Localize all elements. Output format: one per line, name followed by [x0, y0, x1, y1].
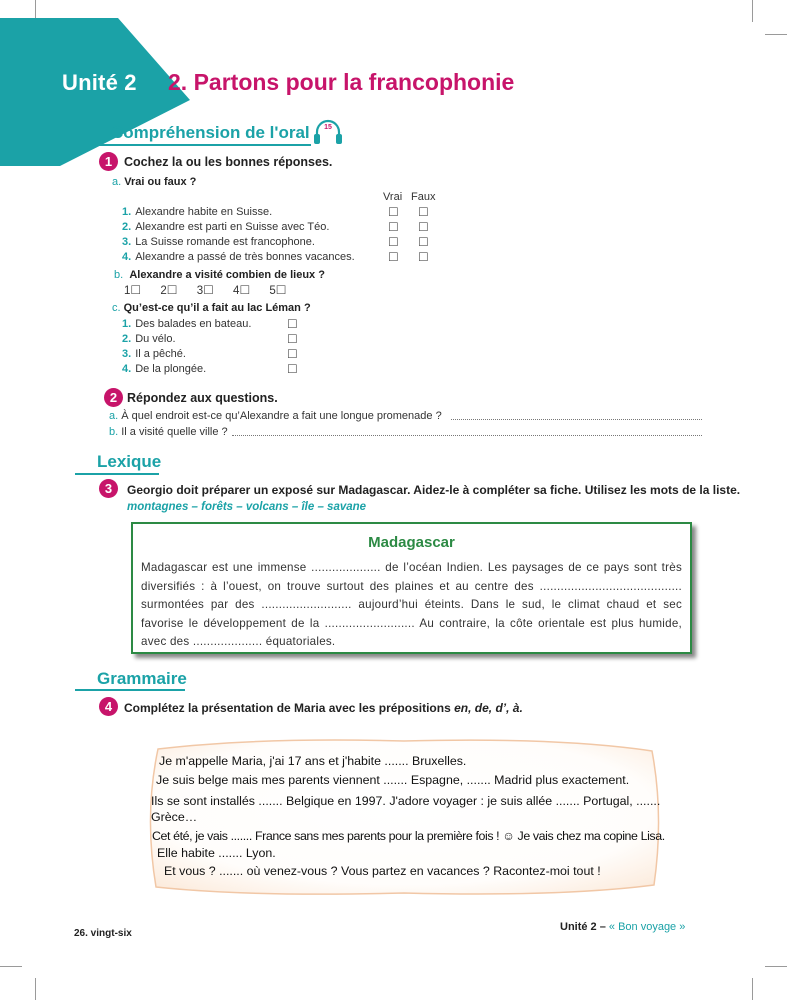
faux-checkbox[interactable]: ☐ — [418, 235, 429, 249]
activity-checkbox[interactable]: ☐ — [287, 332, 298, 346]
section-underline — [93, 144, 311, 146]
question-c-text: Qu’est-ce qu’il a fait au lac Léman ? — [123, 302, 311, 314]
vrai-checkbox[interactable]: ☐ — [388, 235, 399, 249]
answer-question-b: b. Il a visité quelle ville ? — [109, 426, 228, 438]
answer-line-b[interactable] — [232, 426, 702, 436]
maria-line: Et vous ? ....... où venez-vous ? Vous partez en vacances ? Racontez-moi tout ! — [164, 864, 601, 878]
question-a — [112, 176, 196, 188]
exercise-3-instruction: Georgio doit préparer un exposé sur Madagascar. Aidez-le à compléter sa fiche. Utilisez les mots de la liste. — [127, 483, 741, 497]
crop-mark — [35, 978, 36, 1000]
crop-mark — [765, 966, 787, 967]
madagascar-card — [131, 522, 692, 654]
activity-item: 3. Il a pêché. — [122, 348, 186, 360]
maria-line: Elle habite ....... Lyon. — [157, 846, 276, 860]
exercise-number-badge: 4 — [99, 697, 118, 716]
maria-line: Grèce… — [151, 810, 198, 824]
maria-line: Cet été, je vais ....... France sans mes parents pour la première fois ! ☺ Je vais chez ma copine Lisa. — [152, 829, 665, 843]
question-b: b. Alexandre a visité combien de lieux ? — [114, 269, 325, 281]
faux-checkbox[interactable]: ☐ — [418, 205, 429, 219]
activity-item: 1. Des balades en bateau. — [122, 318, 252, 330]
column-faux-header: Faux — [411, 191, 436, 203]
section-title-comprehension: Compréhension de l'oral — [111, 123, 310, 142]
maria-line: Je suis belge mais mes parents viennent ....... Espagne, ....... Madrid plus exactement. — [156, 773, 630, 787]
exercise-4-instruction: Complétez la présentation de Maria avec les prépositions en, de, d’, à. — [124, 701, 523, 715]
word-list: montagnes – forêts – volcans – île – savane — [127, 501, 367, 513]
headphones-icon[interactable] — [312, 117, 344, 147]
count-checkbox[interactable]: ☐ — [130, 283, 142, 297]
card-text: Madagascar est une immense .................... de l’océan Indien. Les paysages de ce pays sont très diversifiés : à l’ouest, on trouve surtout des plaines et au centre des ......................................... surmontées par des .......................... aujourd’hui éteints. Dans le sud, le climat chaud et sec favorise le développement de la .......................... Au contraire, la côte orientale est plus humide, avec des .................... équatoriales. — [141, 561, 682, 648]
vrai-checkbox[interactable]: ☐ — [388, 205, 399, 219]
true-false-item: 4. Alexandre a passé de très bonnes vacances. — [122, 251, 355, 263]
true-false-item: 3. La Suisse romande est francophone. — [122, 236, 315, 248]
question-c: c. Qu’est-ce qu’il a fait au lac Léman ? — [112, 302, 311, 314]
section-title-grammaire: Grammaire — [97, 669, 187, 688]
lesson-title: 2. Partons pour la francophonie — [168, 69, 515, 95]
question-b-text: Alexandre a visité combien de lieux ? — [129, 269, 325, 281]
crop-mark — [752, 0, 753, 22]
question-letter: a. — [112, 176, 122, 188]
crop-mark — [0, 966, 22, 967]
true-false-item: 1. Alexandre habite en Suisse. — [122, 206, 273, 218]
answer-question-a: a. À quel endroit est-ce qu’Alexandre a fait une longue promenade ? — [109, 410, 442, 422]
vrai-checkbox[interactable]: ☐ — [388, 250, 399, 264]
activity-checkbox[interactable]: ☐ — [287, 347, 298, 361]
maria-line: Je m'appelle Maria, j'ai 17 ans et j'habite ....... Bruxelles. — [159, 754, 467, 768]
page-number: 26. vingt-six — [74, 928, 132, 939]
exercise-number-badge: 2 — [104, 388, 123, 407]
exercise-number-badge: 1 — [99, 152, 118, 171]
count-options: 1☐ 2☐ 3☐ 4☐ 5☐ — [124, 283, 287, 297]
section-underline — [75, 689, 185, 691]
section-underline — [75, 473, 159, 475]
crop-mark — [752, 978, 753, 1000]
activity-item: 4. De la plongée. — [122, 363, 207, 375]
activity-item: 2. Du vélo. — [122, 333, 176, 345]
card-title: Madagascar — [368, 534, 455, 551]
count-checkbox[interactable]: ☐ — [166, 283, 178, 297]
activity-checkbox[interactable]: ☐ — [287, 317, 298, 331]
section-title-lexique: Lexique — [97, 452, 162, 471]
question-a-text: Vrai ou faux ? — [124, 176, 197, 188]
faux-checkbox[interactable]: ☐ — [418, 250, 429, 264]
vrai-checkbox[interactable]: ☐ — [388, 220, 399, 234]
crop-mark — [765, 34, 787, 35]
exercise-number-badge: 3 — [99, 479, 118, 498]
count-checkbox[interactable]: ☐ — [275, 283, 287, 297]
true-false-item: 2. Alexandre est parti en Suisse avec Téo. — [122, 221, 330, 233]
unit-label: Unité 2 — [62, 70, 137, 95]
footer-unit-title: Unité 2 – « Bon voyage » — [560, 921, 686, 933]
maria-line: Ils se sont installés ....... Belgique en 1997. J'adore voyager : je suis allée ....... Portugal, ....... — [151, 794, 661, 808]
exercise-2-instruction: Répondez aux questions. — [127, 391, 278, 405]
exercise-1-instruction: Cochez la ou les bonnes réponses. — [124, 155, 333, 169]
count-checkbox[interactable]: ☐ — [239, 283, 251, 297]
preposition-list: en, de, d’, à. — [454, 701, 523, 715]
answer-line-a[interactable] — [451, 410, 702, 420]
faux-checkbox[interactable]: ☐ — [418, 220, 429, 234]
activity-checkbox[interactable]: ☐ — [287, 362, 298, 376]
column-vrai-header: Vrai — [383, 191, 403, 203]
count-checkbox[interactable]: ☐ — [203, 283, 214, 297]
audio-track-number: 15 — [324, 124, 332, 131]
